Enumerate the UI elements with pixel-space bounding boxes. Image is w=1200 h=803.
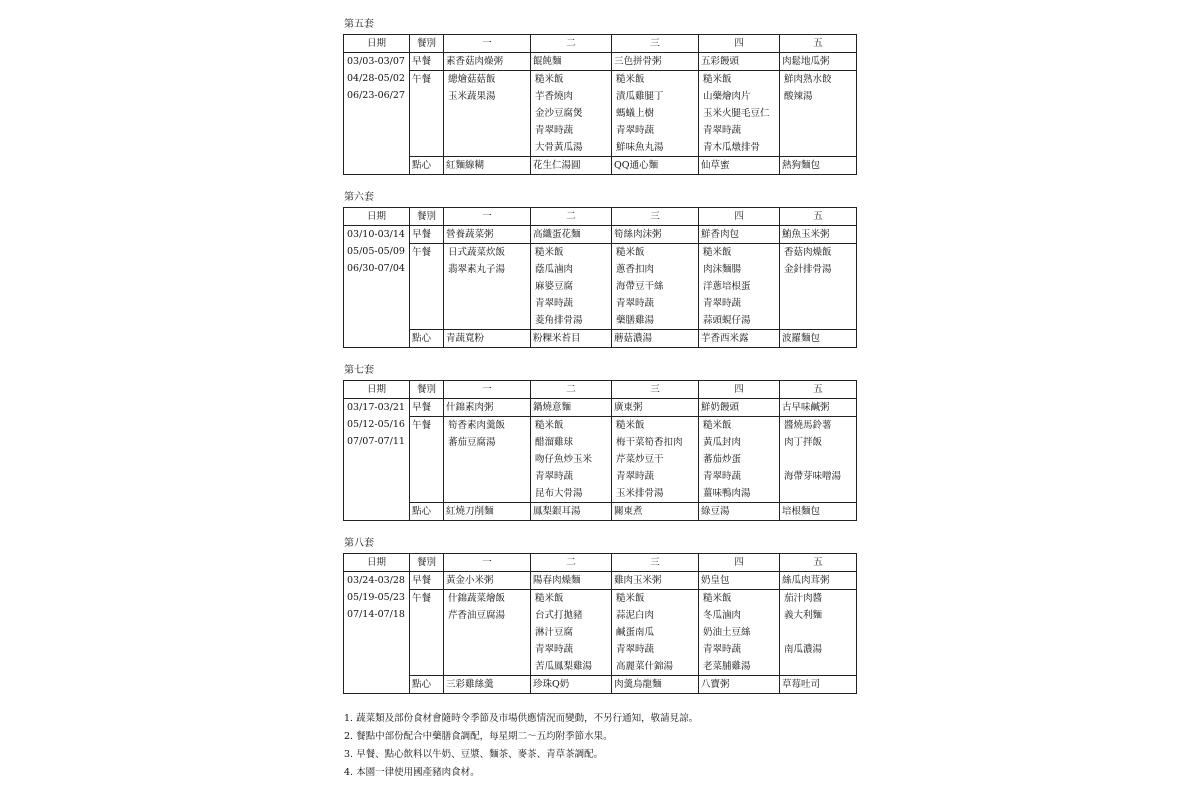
snack-item: 培根麵包	[780, 503, 857, 521]
header-cell: 五	[780, 35, 857, 53]
lunch-row	[344, 590, 857, 676]
date-range: 07/14-07/18	[347, 609, 405, 620]
lunch-item: 青翠時蔬	[703, 471, 742, 482]
lunch-row	[344, 417, 857, 503]
lunch-item: 鮮肉熟水餃	[784, 74, 832, 85]
header-row	[344, 208, 857, 226]
header-cell: 二	[531, 554, 612, 572]
snack-item: 肉羹烏龍麵	[612, 676, 699, 694]
lunch-item: 醬燒馬鈴薯	[784, 420, 832, 431]
lunch-item: 漬瓜雞腿丁	[616, 91, 664, 102]
header-cell: 四	[699, 381, 780, 399]
menu-table	[343, 553, 857, 694]
lunch-item: 青翠時蔬	[703, 125, 742, 136]
note-item: 1. 蔬菜類及部份食材會隨時令季節及市場供應情況而變動，不另行通知，敬請見諒。	[344, 713, 699, 724]
breakfast-item: 高纖蛋花麵	[531, 226, 612, 244]
lunch-item: 糙米飯	[703, 593, 732, 604]
lunch-cell	[780, 590, 857, 676]
snack-item: 熱狗麵包	[780, 157, 857, 175]
meal-label: 早餐	[410, 572, 444, 590]
lunch-item: 肉沫麵腸	[703, 264, 742, 275]
lunch-item: 青翠時蔬	[616, 125, 655, 136]
note-item: 4. 本園一律使用國產豬肉食材。	[344, 767, 480, 778]
menu-set	[343, 18, 858, 175]
lunch-item: 芋香燒肉	[535, 91, 574, 102]
note-item: 2. 餐點中部份配合中藥膳食調配，每星期二～五均附季節水果。	[344, 731, 613, 742]
snack-item: 芋香西米露	[699, 330, 780, 348]
snack-item: 三彩雞絲羹	[444, 676, 531, 694]
lunch-item: 糙米飯	[703, 420, 732, 431]
snack-item: 蘑菇濃湯	[612, 330, 699, 348]
lunch-cell	[531, 417, 612, 503]
lunch-item: 糙米飯	[535, 247, 564, 258]
lunch-item: 薑味鴨肉湯	[703, 488, 751, 499]
lunch-item	[782, 624, 854, 641]
lunch-item: 玉米蔬果湯	[448, 91, 496, 102]
menu-table	[343, 380, 857, 521]
date-range: 03/10-03/14	[347, 229, 405, 240]
lunch-item: 糙米飯	[616, 247, 645, 258]
lunch-item: 日式蔬菜炊飯	[448, 247, 506, 258]
header-cell: 一	[444, 381, 531, 399]
header-cell: 三	[612, 381, 699, 399]
snack-item: 八寶粥	[699, 676, 780, 694]
lunch-cell	[699, 417, 780, 503]
header-cell: 三	[612, 208, 699, 226]
meal-label: 早餐	[410, 226, 444, 244]
lunch-item: 青翠時蔬	[535, 125, 574, 136]
breakfast-item: 絲瓜肉茸粥	[780, 572, 857, 590]
snack-item: 仙草蜜	[699, 157, 780, 175]
breakfast-item: 古早味鹹粥	[780, 399, 857, 417]
lunch-item: 青翠時蔬	[703, 298, 742, 309]
lunch-item: 昆布大骨湯	[535, 488, 583, 499]
lunch-item: 青翠時蔬	[703, 644, 742, 655]
meal-label: 點心	[410, 157, 444, 175]
lunch-cell	[780, 71, 857, 157]
lunch-item: 蒜泥白肉	[616, 610, 655, 621]
breakfast-item: 鍋燒意麵	[531, 399, 612, 417]
header-cell: 餐別	[410, 381, 444, 399]
lunch-item: 南瓜濃湯	[784, 644, 823, 655]
lunch-item: 老菜脯雞湯	[703, 661, 751, 672]
lunch-item: 糙米飯	[616, 74, 645, 85]
lunch-item: 台式打拋豬	[535, 610, 583, 621]
header-cell: 日期	[344, 381, 410, 399]
lunch-item: 梅干菜筍香扣肉	[616, 437, 683, 448]
lunch-cell	[444, 244, 531, 330]
snack-item: 波羅麵包	[780, 330, 857, 348]
snack-item: QQ通心麵	[612, 157, 699, 175]
lunch-item: 香菇肉燥飯	[784, 247, 832, 258]
header-cell: 一	[444, 35, 531, 53]
lunch-item	[782, 451, 854, 468]
header-row	[344, 554, 857, 572]
lunch-item: 藥膳雞湯	[616, 315, 655, 326]
lunch-item: 玉米排骨湯	[616, 488, 664, 499]
breakfast-item: 鮮香肉包	[699, 226, 780, 244]
lunch-item: 大骨黃瓜湯	[535, 142, 583, 153]
lunch-cell	[531, 71, 612, 157]
breakfast-row	[344, 53, 857, 71]
lunch-cell	[612, 590, 699, 676]
lunch-item: 鮮味魚丸湯	[616, 142, 664, 153]
lunch-cell	[699, 71, 780, 157]
date-range-cell	[344, 53, 410, 175]
date-range: 07/07-07/11	[347, 436, 405, 447]
lunch-item: 金沙豆腐煲	[535, 108, 583, 119]
meal-label: 午餐	[410, 244, 444, 330]
snack-row	[344, 157, 857, 175]
lunch-item: 青翠時蔬	[535, 298, 574, 309]
snack-item: 花生仁湯圓	[531, 157, 612, 175]
lunch-item: 筍香素肉羹飯	[448, 420, 506, 431]
lunch-cell	[444, 417, 531, 503]
lunch-item: 青木瓜燉排骨	[703, 142, 761, 153]
lunch-cell	[444, 71, 531, 157]
lunch-item: 奶油土豆絲	[703, 627, 751, 638]
breakfast-item: 肉鬆地瓜粥	[780, 53, 857, 71]
breakfast-item: 營養蔬菜粥	[444, 226, 531, 244]
lunch-item: 青翠時蔬	[616, 471, 655, 482]
date-range: 03/17-03/21	[347, 402, 405, 413]
date-range: 06/23-06/27	[347, 90, 405, 101]
lunch-item: 蒜頭蜆仔湯	[703, 315, 751, 326]
menu-table	[343, 207, 857, 348]
lunch-item: 蔥香扣肉	[616, 264, 655, 275]
note-item: 3. 早餐、點心飲料以牛奶、豆漿、麵茶、麥茶、青草茶調配。	[344, 749, 604, 760]
header-cell: 五	[780, 554, 857, 572]
lunch-item: 什錦蔬菜燴飯	[448, 593, 506, 604]
snack-item: 紅燒刀削麵	[444, 503, 531, 521]
lunch-item: 麻婆豆腐	[535, 281, 574, 292]
snack-item: 粉粿米苔目	[531, 330, 612, 348]
lunch-item: 青翠時蔬	[535, 471, 574, 482]
header-cell: 二	[531, 381, 612, 399]
breakfast-item: 黃金小米粥	[444, 572, 531, 590]
lunch-item: 醋溜雞球	[535, 437, 574, 448]
lunch-item: 總燴菇菇飯	[448, 74, 496, 85]
breakfast-item: 五彩饅頭	[699, 53, 780, 71]
lunch-item: 茄汁肉醬	[784, 593, 823, 604]
lunch-item: 高麗菜什錦湯	[616, 661, 674, 672]
lunch-item: 玉米火腿毛豆仁	[703, 108, 770, 119]
meal-label: 點心	[410, 503, 444, 521]
menu-set	[343, 537, 858, 694]
header-row	[344, 381, 857, 399]
header-cell: 五	[780, 208, 857, 226]
lunch-cell	[780, 417, 857, 503]
lunch-cell	[531, 244, 612, 330]
snack-item: 草莓吐司	[780, 676, 857, 694]
set-title: 第八套	[344, 538, 374, 549]
header-cell: 餐別	[410, 35, 444, 53]
breakfast-item: 素香菇肉燥粥	[444, 53, 531, 71]
breakfast-item: 奶皇包	[699, 572, 780, 590]
lunch-cell	[699, 590, 780, 676]
lunch-cell	[612, 71, 699, 157]
lunch-item: 糙米飯	[616, 593, 645, 604]
header-cell: 日期	[344, 35, 410, 53]
menu-document	[343, 18, 858, 782]
lunch-cell	[444, 590, 531, 676]
meal-label: 午餐	[410, 590, 444, 676]
set-title: 第六套	[344, 192, 374, 203]
header-cell: 二	[531, 35, 612, 53]
date-range: 05/05-05/09	[347, 246, 405, 257]
date-range-cell	[344, 226, 410, 348]
breakfast-item: 陽春肉燥麵	[531, 572, 612, 590]
menu-set	[343, 191, 858, 348]
breakfast-item: 鮮奶饅頭	[699, 399, 780, 417]
lunch-item: 蕃茄豆腐湯	[448, 437, 496, 448]
lunch-item: 青翠時蔬	[616, 298, 655, 309]
date-range: 04/28-05/02	[347, 73, 405, 84]
lunch-item: 菱角排骨湯	[535, 315, 583, 326]
lunch-item: 糙米飯	[616, 420, 645, 431]
lunch-item: 芹菜炒豆干	[616, 454, 664, 465]
lunch-item: 吻仔魚炒玉米	[535, 454, 593, 465]
header-cell: 餐別	[410, 554, 444, 572]
snack-row	[344, 330, 857, 348]
lunch-row	[344, 71, 857, 157]
header-cell: 三	[612, 554, 699, 572]
header-cell: 日期	[344, 208, 410, 226]
header-cell: 三	[612, 35, 699, 53]
snack-row	[344, 676, 857, 694]
lunch-item: 糙米飯	[703, 247, 732, 258]
lunch-item: 洋蔥培根蛋	[703, 281, 751, 292]
lunch-cell	[780, 244, 857, 330]
breakfast-item: 什錦素肉粥	[444, 399, 531, 417]
meal-label: 點心	[410, 330, 444, 348]
set-title: 第五套	[344, 19, 374, 30]
snack-item: 青蔬寬粉	[444, 330, 531, 348]
lunch-item: 鹹蛋南瓜	[616, 627, 655, 638]
lunch-cell	[612, 244, 699, 330]
menu-table	[343, 34, 857, 175]
header-cell: 餐別	[410, 208, 444, 226]
lunch-item: 芹香油豆腐湯	[448, 610, 506, 621]
lunch-item: 翡翠素丸子湯	[448, 264, 506, 275]
lunch-item: 青翠時蔬	[616, 644, 655, 655]
breakfast-item: 筍絲肉沫粥	[612, 226, 699, 244]
lunch-item: 苦瓜鳳梨雞湯	[535, 661, 593, 672]
menu-set	[343, 364, 858, 521]
header-cell: 一	[444, 208, 531, 226]
snack-item: 珍珠Q奶	[531, 676, 612, 694]
lunch-item: 青翠時蔬	[535, 644, 574, 655]
breakfast-row	[344, 399, 857, 417]
lunch-item: 螞蟻上樹	[616, 108, 655, 119]
lunch-item: 海帶芽味噌湯	[784, 471, 842, 482]
meal-label: 早餐	[410, 399, 444, 417]
breakfast-item: 三色拼骨粥	[612, 53, 699, 71]
snack-item: 關東煮	[612, 503, 699, 521]
date-range: 03/24-03/28	[347, 575, 405, 586]
lunch-item: 金針排骨湯	[784, 264, 832, 275]
lunch-item: 蔭瓜滷肉	[535, 264, 574, 275]
header-cell: 二	[531, 208, 612, 226]
header-cell: 四	[699, 208, 780, 226]
date-range: 03/03-03/07	[347, 56, 405, 67]
breakfast-row	[344, 572, 857, 590]
header-cell: 五	[780, 381, 857, 399]
meal-label: 早餐	[410, 53, 444, 71]
date-range: 06/30-07/04	[347, 263, 405, 274]
date-range: 05/12-05/16	[347, 419, 405, 430]
menu-sets	[343, 18, 858, 694]
date-range-cell	[344, 572, 410, 694]
lunch-item: 肉丁拌飯	[784, 437, 823, 448]
lunch-row	[344, 244, 857, 330]
meal-label: 點心	[410, 676, 444, 694]
date-range: 05/19-05/23	[347, 592, 405, 603]
lunch-item: 山藥燴肉片	[703, 91, 751, 102]
snack-row	[344, 503, 857, 521]
header-cell: 日期	[344, 554, 410, 572]
notes	[344, 710, 858, 782]
header-row	[344, 35, 857, 53]
lunch-item: 冬瓜滷肉	[703, 610, 742, 621]
breakfast-item: 廣東粥	[612, 399, 699, 417]
lunch-cell	[699, 244, 780, 330]
meal-label: 午餐	[410, 417, 444, 503]
lunch-item: 蕃茄炒蛋	[703, 454, 742, 465]
set-title: 第七套	[344, 365, 374, 376]
lunch-item: 黃瓜封肉	[703, 437, 742, 448]
lunch-item: 糙米飯	[535, 593, 564, 604]
meal-label: 午餐	[410, 71, 444, 157]
lunch-item: 糙米飯	[703, 74, 732, 85]
lunch-item: 海帶豆干絲	[616, 281, 664, 292]
header-cell: 一	[444, 554, 531, 572]
lunch-item: 酸辣湯	[784, 91, 813, 102]
lunch-item: 淋汁豆腐	[535, 627, 574, 638]
header-cell: 四	[699, 554, 780, 572]
snack-item: 綠豆湯	[699, 503, 780, 521]
lunch-item: 糙米飯	[535, 420, 564, 431]
lunch-item: 義大利麵	[784, 610, 823, 621]
breakfast-item: 雞肉玉米粥	[612, 572, 699, 590]
breakfast-item: 鮪魚玉米粥	[780, 226, 857, 244]
date-range-cell	[344, 399, 410, 521]
lunch-cell	[612, 417, 699, 503]
lunch-cell	[531, 590, 612, 676]
breakfast-row	[344, 226, 857, 244]
lunch-item: 糙米飯	[535, 74, 564, 85]
header-cell: 四	[699, 35, 780, 53]
breakfast-item: 餛飩麵	[531, 53, 612, 71]
snack-item: 紅麵線糊	[444, 157, 531, 175]
snack-item: 鳳梨銀耳湯	[531, 503, 612, 521]
